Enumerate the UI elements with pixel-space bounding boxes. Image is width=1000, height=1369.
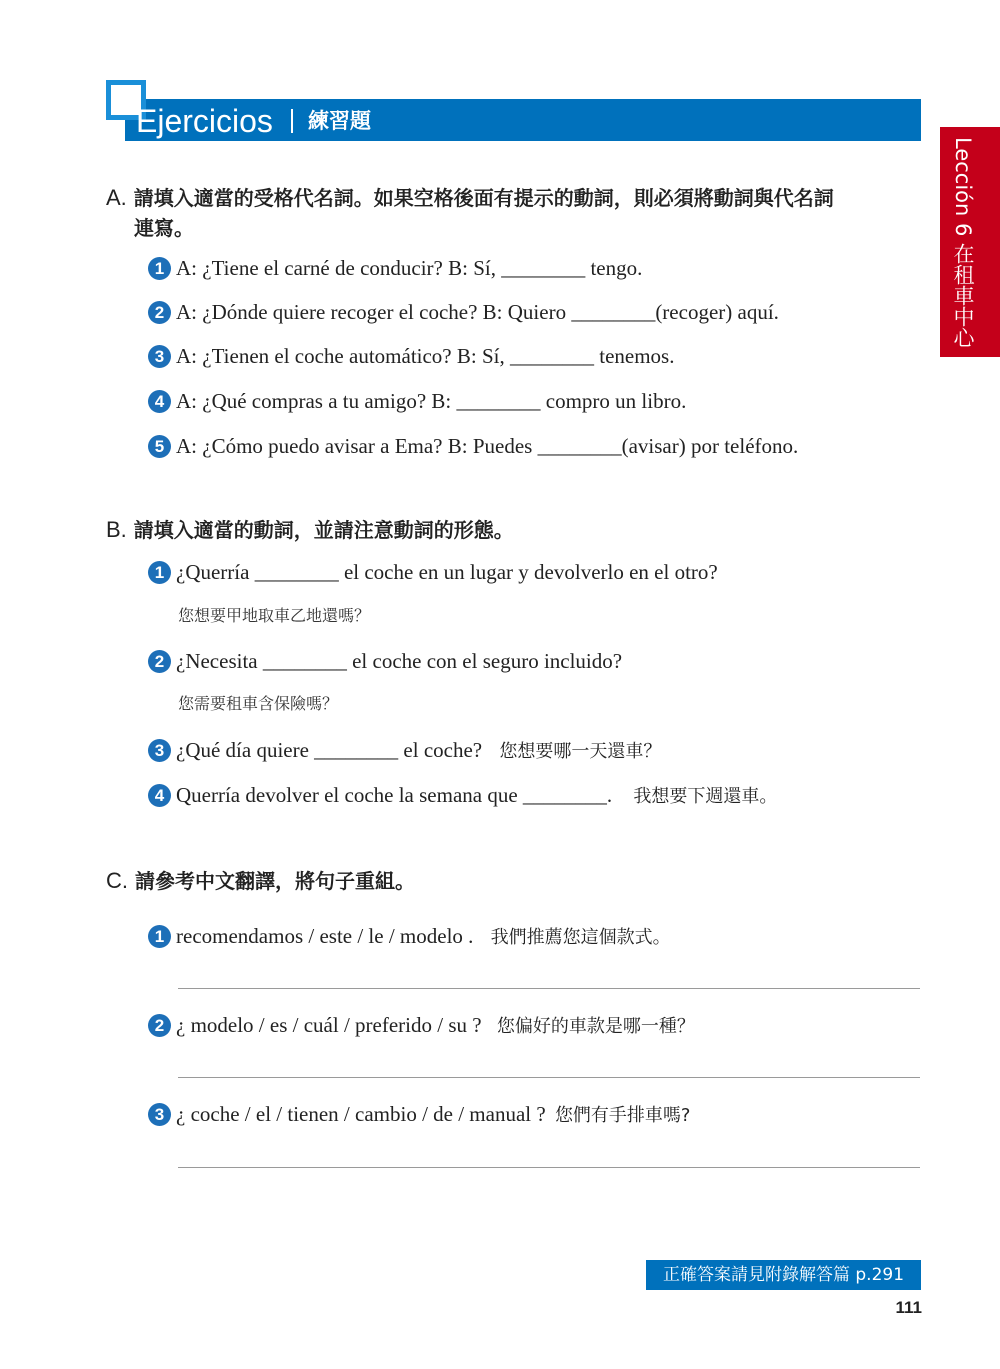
answer-reference-note: 正確答案請見附錄解答篇 p.291 (646, 1260, 921, 1290)
section-b-item-4-translation: 我想要下週還車。 (633, 786, 778, 807)
answer-line-3 (178, 1167, 920, 1168)
lesson-side-tab (940, 127, 1000, 357)
section-c-item-2-translation: 您偏好的車款是哪一種？ (496, 1016, 695, 1037)
number-2-icon: 2 (148, 301, 171, 324)
section-b-item-2 (148, 647, 622, 675)
section-a-item-4 (148, 387, 686, 415)
exercise-text: A: ¿Tienen el coche automático? B: Sí, ________ tenemos. (176, 344, 675, 368)
exercise-text: ¿ modelo / es / cuál / preferido / su ? (176, 1013, 482, 1037)
section-a-item-3 (148, 342, 674, 370)
exercise-text: A: ¿Qué compras a tu amigo? B: ________ compro un libro. (176, 389, 687, 413)
section-b-item-4 (148, 781, 777, 811)
number-3-icon: 3 (148, 739, 171, 762)
section-b-letter: B. (106, 517, 127, 542)
section-c-heading-text: 請參考中文翻譯，將句子重組。 (134, 869, 415, 893)
section-c-item-2 (148, 1011, 695, 1041)
exercise-text: A: ¿Cómo puedo avisar a Ema? B: Puedes ________(avisar) por teléfono. (176, 434, 799, 458)
section-b-item-2-translation: 您需要租車含保險嗎？ (178, 694, 339, 713)
exercise-text: A: ¿Tiene el carné de conducir? B: Sí, ________ tengo. (176, 256, 643, 280)
number-1-icon: 1 (148, 561, 171, 584)
number-4-icon: 4 (148, 784, 171, 807)
header-divider (291, 109, 293, 133)
section-a-letter: A. (106, 185, 127, 210)
exercise-text: ¿Necesita ________ el coche con el seguro incluido? (176, 649, 623, 673)
number-4-icon: 4 (148, 390, 171, 413)
section-a-item-2 (148, 298, 779, 326)
lesson-side-tab-label: Lección 6 在租車中心 (951, 137, 975, 349)
exercise-text: Querría devolver el coche la semana que ________. (176, 783, 613, 807)
section-c-item-1-translation: 我們推薦您這個款式。 (490, 927, 671, 948)
section-c-letter: C. (106, 868, 128, 893)
number-5-icon: 5 (148, 435, 171, 458)
exercise-text: ¿ coche / el / tienen / cambio / de / manual ? (176, 1102, 546, 1126)
number-2-icon: 2 (148, 650, 171, 673)
section-b-item-1 (148, 558, 718, 586)
section-a-heading (106, 183, 834, 213)
number-3-icon: 3 (148, 345, 171, 368)
exercise-text: A: ¿Dónde quiere recoger el coche? B: Quiero ________(recoger) aquí. (176, 300, 779, 324)
section-c-heading (106, 866, 415, 896)
number-2-icon: 2 (148, 1014, 171, 1037)
page-number: 111 (895, 1298, 922, 1317)
section-b-item-3-translation: 您想要哪一天還車？ (499, 741, 662, 762)
exercise-text: ¿Querría ________ el coche en un lugar y devolverlo en el otro? (176, 560, 718, 584)
exercise-text: recomendamos / este / le / modelo . (176, 924, 474, 948)
section-c-item-1 (148, 922, 671, 952)
section-a-item-5 (148, 432, 798, 460)
exercise-text: ¿Qué día quiere ________ el coche? (176, 738, 483, 762)
section-a-heading-cont: 連寫。 (134, 216, 194, 240)
section-a-item-1 (148, 254, 642, 282)
section-a-heading-text: 請填入適當的受格代名詞。如果空格後面有提示的動詞，則必須將動詞與代名詞 (133, 186, 834, 210)
number-1-icon: 1 (148, 257, 171, 280)
answer-line-1 (178, 988, 920, 989)
header-subtitle: 練習題 (308, 109, 371, 133)
answer-line-2 (178, 1077, 920, 1078)
section-b-item-1-translation: 您想要甲地取車乙地還嗎？ (178, 606, 371, 625)
number-3-icon: 3 (148, 1103, 171, 1126)
section-c-item-3 (148, 1100, 691, 1130)
section-b-heading (106, 515, 514, 545)
number-1-icon: 1 (148, 925, 171, 948)
section-b-heading-text: 請填入適當的動詞，並請注意動詞的形態。 (133, 518, 514, 542)
header-title: Ejercicios (136, 103, 273, 139)
section-c-item-3-translation: 您們有手排車嗎? (554, 1105, 691, 1126)
section-b-item-3 (148, 736, 661, 766)
